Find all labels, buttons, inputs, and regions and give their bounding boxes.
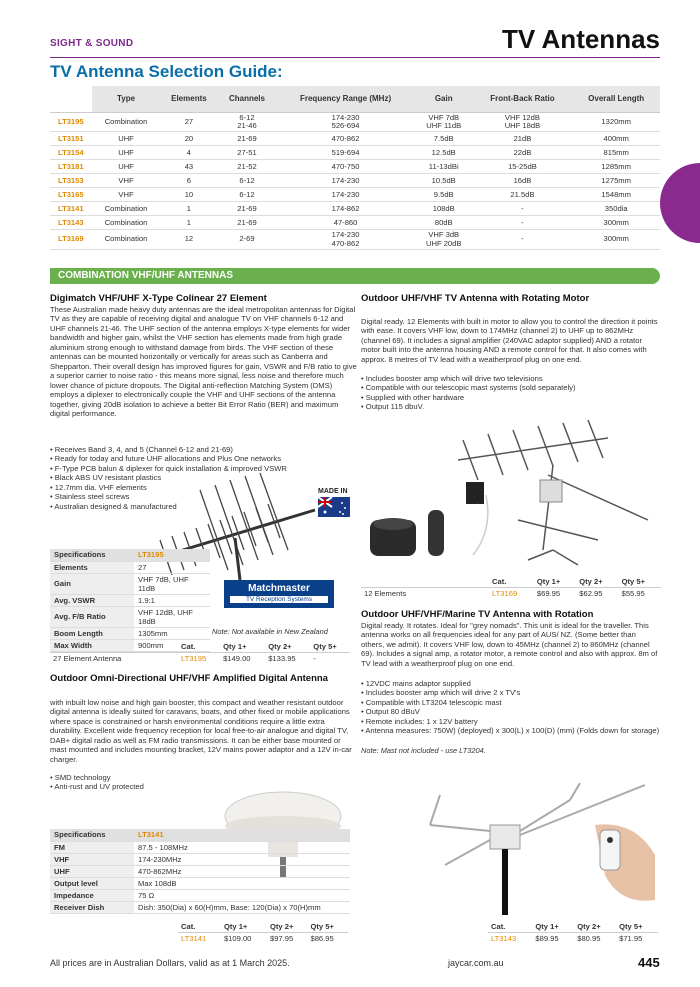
cat-code[interactable]: LT3141 — [181, 934, 207, 943]
product-description: These Australian made heavy duty antennas are the ideal metropolitan antennas for Digital TV as they are capable of receiving digital and analogue TV on VHF channels 6-12 and UHF channels 21-46. The UHF section of the antenna employs X-type elements for wider bandwidth and higher gain, whilst the VHF section has elements made from high grade aluminium strong enough to withstand damage from birds. The VHF section of these antennas can be mounted horizontally or vertically for areas such as Canberra and Shepparton. Their overall design has improved figures for gain, VSWR and F/B ratio to give a superior carrier to noise ratio - this means more signal, less noise and therefore much lower chance of picture dropouts. The Digital anti-reflection Matching System (DMS) employs a diplexer to electronically couple the VHF and UHF sections of the antenna together, giving 20dB isolation to achieve a better Bit Error Ratio (BER) and maximum digital performance. — [50, 305, 357, 419]
feature-item: • Australian designed & manufactured — [50, 502, 350, 511]
col-freq: Frequency Range (MHz) — [276, 86, 415, 112]
guide-cell-gain: VHF 3dB UHF 20dB — [415, 230, 473, 250]
product-title: Digimatch VHF/UHF X-Type Colinear 27 Element — [50, 293, 267, 304]
brand-name: Matchmaster — [248, 583, 310, 594]
guide-cell-type: UHF — [92, 146, 160, 160]
guide-cell-length: 1275mm — [572, 174, 660, 188]
guide-cell-channels: 21-69 — [218, 216, 276, 230]
section-bar: COMBINATION VHF/UHF ANTENNAS — [50, 268, 660, 284]
guide-cell-freq: 470-750 — [276, 160, 415, 174]
spec-row: Max Width 900mm — [50, 639, 210, 651]
guide-cell-elements: 6 — [160, 174, 218, 188]
guide-cell-fb: 16dB — [473, 174, 573, 188]
guide-row — [50, 174, 660, 188]
feature-item: • Antenna measures: 750W) (deployed) x 300(L) x 100(D) (mm) (Folds down for storage) — [361, 726, 661, 735]
feature-list — [361, 679, 661, 736]
rotating-antenna-image — [368, 420, 660, 570]
feature-item: • Ready for today and future UHF allocations and Plus One networks — [50, 454, 350, 463]
feature-item: • Output 80 dBuV — [361, 707, 661, 716]
spec-table: Specifications LT3141 FM 87.5 - 108MHz VHF 174-230MHz UHF 470-862MHz Output level Max 108dB Impedance 75 Ω Receiver Dish Dish: 350(Dia) x 60(H)mm, Base: 120(Dia) x 70(H)mm — [50, 829, 350, 914]
guide-row — [50, 112, 660, 132]
feature-item: • 12VDC mains adaptor supplied — [361, 679, 661, 688]
guide-cell-gain: 7.5dB — [415, 132, 473, 146]
col-type: Type — [92, 86, 160, 112]
guide-cell-type: Combination — [92, 216, 160, 230]
cat-code[interactable]: LT3195 — [181, 654, 207, 663]
page-number: 445 — [638, 955, 660, 970]
col-elements: Elements — [160, 86, 218, 112]
guide-cell-type: UHF — [92, 160, 160, 174]
selection-guide-table — [50, 86, 660, 250]
feature-item: • Black ABS UV resistant plastics — [50, 473, 350, 482]
guide-cell-fb: - — [473, 202, 573, 216]
feature-item: • Supplied with other hardware — [361, 393, 661, 402]
guide-cell-channels: 21-69 — [218, 202, 276, 216]
guide-cell-length: 300mm — [572, 216, 660, 230]
col-length: Overall Length — [572, 86, 660, 112]
website-link[interactable]: jaycar.com.au — [448, 958, 504, 968]
spec-table: Specifications LT3195 Elements 27 Gain VHF 7dB, UHF 11dB Avg. VSWR 1.9:1 Avg. F/B Ratio VHF 12dB, UHF 18dB Boom Length 1305mm Max Width 900mm — [50, 549, 210, 652]
price-table: Cat. Qty 1+ Qty 2+ Qty 5+ LT3143 $89.95 $80.95 $71.95 — [488, 921, 658, 944]
guide-cell-type: Combination — [92, 112, 160, 132]
guide-cell-elements: 1 — [160, 216, 218, 230]
guide-row — [50, 160, 660, 174]
guide-cell-channels: 21-52 — [218, 160, 276, 174]
feature-item: • Stainless steel screws — [50, 492, 350, 501]
price-row: 27 Element Antenna LT3195 $149.00 $133.95 - — [53, 654, 316, 663]
brand-logo — [224, 580, 334, 608]
cat-code[interactable]: LT3154 — [50, 146, 92, 160]
guide-cell-length: 1548mm — [572, 188, 660, 202]
section-label: SIGHT & SOUND — [50, 38, 134, 49]
spec-row: VHF 174-230MHz — [50, 853, 350, 865]
guide-cell-freq: 174-230 — [276, 174, 415, 188]
guide-cell-channels: 6-12 21-46 — [218, 112, 276, 132]
title-rule — [50, 57, 660, 58]
spec-row: FM 87.5 - 108MHz — [50, 841, 350, 853]
product-title: Outdoor UHF/VHF TV Antenna with Rotating Motor — [361, 293, 590, 304]
guide-row — [50, 216, 660, 230]
guide-cell-gain: 10.5dB — [415, 174, 473, 188]
guide-cell-freq: 174-230 526-694 — [276, 112, 415, 132]
feature-item: • F-Type PCB balun & diplexer for quick installation & improved VSWR — [50, 464, 350, 473]
guide-cell-gain: 9.5dB — [415, 188, 473, 202]
cat-code[interactable]: LT3169 — [492, 589, 518, 598]
cat-code[interactable]: LT3153 — [50, 174, 92, 188]
guide-cell-type: VHF — [92, 174, 160, 188]
feature-item: • Anti-rust and UV protected — [50, 782, 250, 791]
guide-cell-length: 350dia — [572, 202, 660, 216]
spec-row: Elements 27 — [50, 561, 210, 573]
col-gain: Gain — [415, 86, 473, 112]
guide-cell-channels: 6-12 — [218, 188, 276, 202]
spec-row: Impedance 75 Ω — [50, 889, 350, 901]
guide-cell-length: 815mm — [572, 146, 660, 160]
page-title: TV Antennas — [502, 24, 660, 54]
guide-header-row — [50, 86, 660, 112]
cat-code[interactable]: LT3195 — [50, 112, 92, 132]
guide-title: TV Antenna Selection Guide: — [50, 62, 283, 81]
guide-cell-freq: 47-860 — [276, 216, 415, 230]
feature-item: • Output 115 dbuV. — [361, 402, 661, 411]
guide-cell-fb: 15-25dB — [473, 160, 573, 174]
guide-cell-freq: 174-862 — [276, 202, 415, 216]
guide-cell-channels: 6-12 — [218, 174, 276, 188]
col-fb: Front-Back Ratio — [473, 86, 573, 112]
feature-item: • Compatible with LT3204 telescopic mast — [361, 698, 661, 707]
guide-cell-type: VHF — [92, 188, 160, 202]
guide-cell-gain: 11-13dBi — [415, 160, 473, 174]
guide-cell-length: 400mm — [572, 132, 660, 146]
guide-cell-freq: 519-694 — [276, 146, 415, 160]
product-description: Digital ready. 12 Elements with built in motor to allow you to control the direction it points with ease. It covers VHF low, down to 174MHz (channel 2) to UHF up to 862MHz (channel 69). It includes a signal amplifier (240VAC adaptor supplied) AND a rotator motor built into the antenna housing AND a remote control for that. It also comes with approx. 8 metres of TV lead with a weatherproof plug on one end. — [361, 317, 658, 364]
spec-row: Boom Length 1305mm — [50, 627, 210, 639]
feature-item: • Remote includes: 1 x 12V battery — [361, 717, 661, 726]
feature-item: • SMD technology — [50, 773, 250, 782]
guide-cell-fb: 21dB — [473, 132, 573, 146]
guide-cell-fb: 22dB — [473, 146, 573, 160]
guide-cell-fb: - — [473, 230, 573, 250]
made-in-label: MADE IN — [318, 488, 348, 495]
product-description: Digital ready. It rotates. Ideal for "grey nomads". This unit is ideal for the traveller. This antenna works on all frequencies ideal for any part of AUS/ NZ. (Some better than others, we admit). It covers VHF low, down to 45MHz (channel 2) to 860MHz (channel 69). Includes a signal amp, a rotator motor, a remote control and also with approx. 8m of TV lead with a weatherproof plug on one end. — [361, 621, 658, 668]
cat-code[interactable]: LT3169 — [50, 230, 92, 250]
spec-row: Receiver Dish Dish: 350(Dia) x 60(H)mm, Base: 120(Dia) x 70(H)mm — [50, 901, 350, 913]
cat-code[interactable]: LT3143 — [50, 216, 92, 230]
guide-cell-freq: 174-230 470-862 — [276, 230, 415, 250]
feature-item: • Includes booster amp which will drive 2 x TV's — [361, 688, 661, 697]
guide-cell-gain: 80dB — [415, 216, 473, 230]
guide-cell-gain: 108dB — [415, 202, 473, 216]
guide-cell-length: 300mm — [572, 230, 660, 250]
guide-cell-fb: VHF 12dB UHF 18dB — [473, 112, 573, 132]
product-title: Outdoor Omni-Directional UHF/VHF Amplified Digital Antenna — [50, 673, 328, 684]
guide-cell-elements: 20 — [160, 132, 218, 146]
guide-cell-elements: 27 — [160, 112, 218, 132]
guide-cell-type: UHF — [92, 132, 160, 146]
guide-cell-elements: 1 — [160, 202, 218, 216]
cat-code[interactable]: LT3141 — [50, 202, 92, 216]
guide-cell-gain: 12.5dB — [415, 146, 473, 160]
guide-cell-channels: 27-51 — [218, 146, 276, 160]
guide-cell-length: 1320mm — [572, 112, 660, 132]
cat-code[interactable]: LT3165 — [50, 188, 92, 202]
cat-code[interactable]: LT3143 — [491, 934, 517, 943]
feature-list — [361, 374, 661, 412]
brand-subtitle: TV Reception Systems — [230, 596, 328, 603]
guide-cell-elements: 43 — [160, 160, 218, 174]
spec-row: UHF 470-862MHz — [50, 865, 350, 877]
spec-row: Gain VHF 7dB, UHF 11dB — [50, 573, 210, 594]
marine-antenna-image — [420, 765, 660, 915]
availability-note: Note: Not available in New Zealand — [212, 627, 328, 636]
price-table: Cat. Qty 1+ Qty 2+ Qty 5+ 12 Elements LT3169 $69.95 $62.95 $55.95 — [361, 576, 661, 599]
feature-item: • Compatible with our telescopic mast systems (sold separately) — [361, 383, 661, 392]
guide-cell-elements: 10 — [160, 188, 218, 202]
spec-row: Output level Max 108dB — [50, 877, 350, 889]
product-title: Outdoor UHF/VHF/Marine TV Antenna with Rotation — [361, 609, 594, 620]
price-row: LT3141 $109.00 $97.95 $86.95 — [178, 933, 348, 945]
price-table: Cat. Qty 1+ Qty 2+ Qty 5+ LT3141 $109.00 $97.95 $86.95 — [178, 921, 348, 944]
guide-cell-type: Combination — [92, 202, 160, 216]
col-channels: Channels — [218, 86, 276, 112]
spec-row: Avg. VSWR 1.9:1 — [50, 594, 210, 606]
guide-cell-length: 1285mm — [572, 160, 660, 174]
price-row: 12 Elements LT3169 $69.95 $62.95 $55.95 — [364, 589, 645, 598]
guide-cell-channels: 21-69 — [218, 132, 276, 146]
price-disclaimer: All prices are in Australian Dollars, valid as at 1 March 2025. — [50, 958, 290, 968]
feature-item: • 12.7mm dia. VHF elements — [50, 483, 350, 492]
guide-cell-channels: 2-69 — [218, 230, 276, 250]
price-table: Cat. Qty 1+ Qty 2+ Qty 5+ 27 Element Antenna LT3195 $149.00 $133.95 - — [50, 641, 350, 664]
guide-row — [50, 146, 660, 160]
side-tab — [660, 163, 700, 243]
guide-cell-elements: 4 — [160, 146, 218, 160]
guide-row — [50, 188, 660, 202]
guide-cell-fb: 21.5dB — [473, 188, 573, 202]
guide-cell-type: Combination — [92, 230, 160, 250]
guide-row — [50, 132, 660, 146]
guide-cell-fb: - — [473, 216, 573, 230]
guide-row — [50, 230, 660, 250]
cat-code[interactable]: LT3181 — [50, 160, 92, 174]
feature-item: • Receives Band 3, 4, and 5 (Channel 6-12 and 21-69) — [50, 445, 350, 454]
australian-flag-icon — [318, 497, 350, 517]
guide-row — [50, 202, 660, 216]
cat-code[interactable]: LT3151 — [50, 132, 92, 146]
spec-row: Avg. F/B Ratio VHF 12dB, UHF 18dB — [50, 606, 210, 627]
guide-cell-freq: 470-862 — [276, 132, 415, 146]
feature-item: • Includes booster amp which will drive two televisions — [361, 374, 661, 383]
guide-cell-freq: 174-230 — [276, 188, 415, 202]
guide-cell-elements: 12 — [160, 230, 218, 250]
price-row: LT3143 $89.95 $80.95 $71.95 — [488, 933, 658, 945]
mast-note: Note: Mast not included - use LT3204. — [361, 746, 486, 755]
product-description: with inbuilt low noise and high gain booster, this compact and weather resistant outdoor digital antenna is ideally suited for caravans, boats, and other fixed or mobile applications where space is constrained or harsh environmental conditions require a little extra durability. Excellent wide frequency reception for local free-to-air analogue and digital TV, DAB+ digital radio as well as FM radio transmissions. It can be either base mounted or mast mounted and includes mounting bracket, 12V mains power adaptor and a 12V in-car charger. — [50, 698, 352, 764]
guide-cell-gain: VHF 7dB UHF 11dB — [415, 112, 473, 132]
